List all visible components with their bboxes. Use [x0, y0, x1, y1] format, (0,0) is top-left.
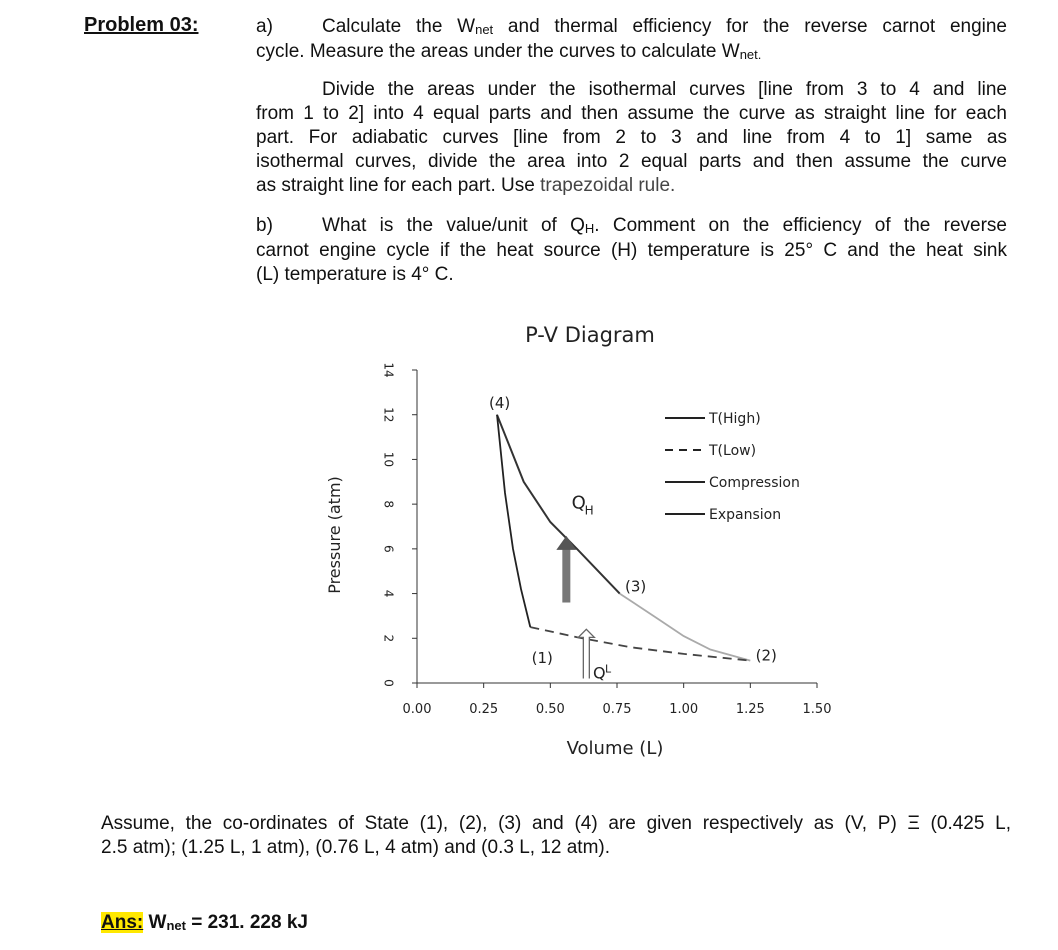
series-line-expansion — [620, 594, 751, 661]
x-tick-label: 1.25 — [735, 702, 765, 717]
instr-line-2: from 1 to 2] into 4 equal parts and then assume the curve as straight line for each — [256, 103, 1007, 124]
part-b-text — [256, 214, 1007, 287]
x-tick-label: 0.75 — [602, 702, 632, 717]
chart-title: P-V Diagram — [525, 323, 655, 347]
instr-line-4: isothermal curves, divide the area into 2 equal parts and then assume the curve — [256, 151, 1007, 172]
part-a-line2-sub: net. — [739, 47, 762, 62]
answer-label: Ans: — [101, 912, 144, 933]
x-axis-label: Volume (L) — [566, 738, 664, 759]
x-tick-label: 0.25 — [469, 702, 499, 717]
y-tick-label: 12 — [381, 407, 396, 423]
part-b-marker: b) — [256, 215, 273, 236]
trapezoidal-rule-text: trapezoidal rule. — [540, 175, 676, 196]
legend-label: T(Low) — [709, 443, 757, 459]
assumption-line-1: Assume, the co-ordinates of State (1), (2), (3) and (4) are given respectively as (V, P) Ξ (0.425 L, — [101, 813, 1011, 834]
y-axis-label: Pressure (atm) — [325, 476, 344, 594]
y-tick-label: 8 — [381, 500, 396, 508]
problem-label: Problem 03: — [84, 14, 199, 36]
part-a-instructions — [256, 78, 1007, 198]
part-b-line1-sub: H — [584, 221, 595, 236]
part-a-line1-pre: Calculate the W — [322, 16, 476, 37]
ql-label: Q — [593, 663, 606, 683]
x-tick-label: 1.50 — [802, 702, 832, 717]
instr-line-1: Divide the areas under the isothermal curves [line from 3 to 4 and line — [322, 79, 1007, 100]
series-line-compression — [497, 415, 530, 627]
pv-diagram-chart — [320, 310, 832, 770]
series-line-t-high- — [497, 415, 620, 594]
instr-line-3: part. For adiabatic curves [line from 2 to 3 and line from 4 to 1] same as — [256, 127, 1007, 148]
qh-arrow-head — [556, 536, 576, 550]
y-tick-label: 14 — [381, 362, 396, 378]
state-label: (1) — [531, 648, 553, 667]
answer-pre: W — [143, 912, 167, 933]
y-tick-label: 4 — [381, 589, 396, 598]
answer-sub: net — [166, 918, 186, 933]
assumption-text — [101, 812, 1011, 860]
legend-label: Compression — [709, 475, 800, 491]
answer-value: = 231. 228 kJ — [185, 912, 308, 933]
legend-label: T(High) — [709, 411, 761, 427]
y-tick-label: 2 — [381, 634, 396, 643]
y-tick-label: 10 — [381, 451, 396, 468]
part-b-line1-pre: What is the value/unit of Q — [322, 215, 585, 236]
legend-label: Expansion — [709, 507, 782, 523]
part-a-line1-sub: net — [475, 22, 494, 37]
x-tick-label: 0.50 — [535, 702, 565, 717]
part-a-text — [256, 15, 1007, 65]
part-b-line2: carnot engine cycle if the heat source (H) temperature is 25° C and the heat sink — [256, 240, 1007, 261]
state-label: (2) — [755, 646, 777, 665]
part-a-line1-post: and thermal efficiency for the reverse carnot engine — [493, 16, 1007, 37]
qh-label: Q — [571, 492, 586, 514]
ql-arrow — [578, 629, 594, 678]
qh-label-sub: H — [584, 503, 594, 518]
part-a-marker: a) — [256, 16, 273, 37]
state-label: (4) — [489, 394, 511, 413]
part-b-line1-post: . Comment on the efficiency of the reverse — [594, 215, 1007, 236]
answer — [101, 912, 308, 934]
y-tick-label: 6 — [381, 545, 396, 553]
x-tick-label: 0.00 — [402, 702, 432, 717]
y-tick-label: 0 — [381, 679, 396, 687]
qh-arrow-shaft — [562, 548, 570, 603]
series-line-t-low- — [530, 627, 750, 661]
x-tick-label: 1.00 — [669, 702, 699, 717]
instr-line-5: as straight line for each part. Use — [256, 175, 541, 196]
assumption-line-2: 2.5 atm); (1.25 L, 1 atm), (0.76 L, 4 atm) and (0.3 L, 12 atm). — [101, 837, 611, 858]
state-label: (3) — [625, 577, 647, 596]
ql-label-sub: L — [605, 662, 612, 676]
part-a-line2-pre: cycle. Measure the areas under the curves to calculate W — [256, 41, 740, 62]
part-b-line3: (L) temperature is 4° C. — [256, 264, 454, 285]
